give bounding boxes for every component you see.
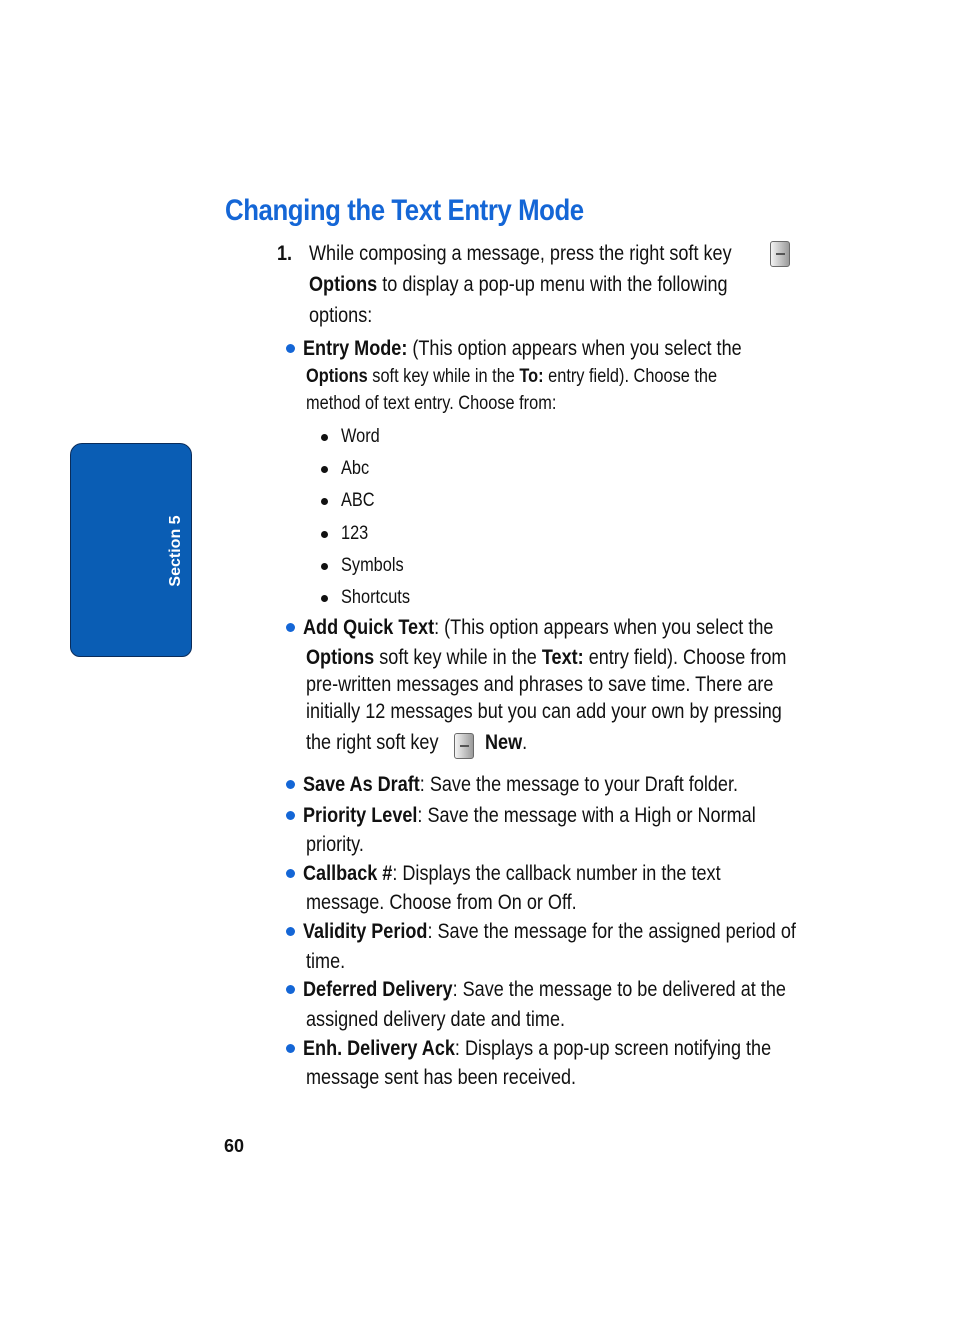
bullet-icon bbox=[286, 1044, 295, 1053]
callback-line-2: message. Choose from On or Off. bbox=[306, 891, 577, 914]
quick-text-new: New. bbox=[485, 731, 528, 754]
bullet-icon bbox=[286, 344, 295, 353]
priority-level-line-1: Priority Level: Save the message with a High or Normal bbox=[303, 804, 756, 827]
sub-bullet-icon bbox=[321, 434, 328, 441]
validity-period-line-1: Validity Period: Save the message for the assigned period of bbox=[303, 920, 796, 943]
section-tab-label: Section 5 bbox=[167, 515, 184, 587]
save-as-draft-line-1: Save As Draft: Save the message to your Draft folder. bbox=[303, 773, 739, 796]
enh-delivery-ack-line-1: Enh. Delivery Ack: Displays a pop-up screen notifying the bbox=[303, 1037, 772, 1060]
bullet-icon bbox=[286, 780, 295, 789]
step-line-3: options: bbox=[309, 304, 373, 327]
bullet-icon bbox=[286, 985, 295, 994]
bullet-icon bbox=[286, 623, 295, 632]
sub-bullet-icon bbox=[321, 466, 328, 473]
sub-bullet-icon bbox=[321, 595, 328, 602]
entry-mode-line-2: Options soft key while in the To: entry field). Choose the bbox=[306, 366, 718, 387]
soft-key-icon bbox=[454, 733, 474, 759]
quick-text-line-5: the right soft key bbox=[306, 731, 439, 754]
soft-key-icon bbox=[770, 241, 790, 267]
entry-choice: Abc bbox=[341, 458, 370, 479]
quick-text-line-3: pre-written messages and phrases to save time. There are bbox=[306, 673, 774, 696]
entry-choice: Shortcuts bbox=[341, 587, 411, 608]
priority-level-line-2: priority. bbox=[306, 833, 364, 856]
entry-choice: Symbols bbox=[341, 555, 404, 576]
step-number: 1. bbox=[277, 242, 293, 265]
entry-mode-line-1: Entry Mode: (This option appears when you select the bbox=[303, 337, 742, 360]
page-number: 60 bbox=[224, 1136, 245, 1156]
page-title: Changing the Text Entry Mode bbox=[225, 194, 584, 227]
bullet-icon bbox=[286, 927, 295, 936]
entry-mode-line-3: method of text entry. Choose from: bbox=[306, 393, 557, 414]
bullet-icon bbox=[286, 811, 295, 820]
entry-choice: ABC bbox=[341, 490, 375, 511]
sub-bullet-icon bbox=[321, 531, 328, 538]
entry-choice: Word bbox=[341, 426, 380, 447]
bullet-icon bbox=[286, 869, 295, 878]
sub-bullet-icon bbox=[321, 563, 328, 570]
sub-bullet-icon bbox=[321, 498, 328, 505]
quick-text-line-4: initially 12 messages but you can add your own by pressing bbox=[306, 700, 782, 723]
deferred-delivery-line-2: assigned delivery date and time. bbox=[306, 1008, 566, 1031]
step-line-2: Options to display a pop-up menu with the following bbox=[309, 273, 728, 296]
deferred-delivery-line-1: Deferred Delivery: Save the message to be delivered at the bbox=[303, 978, 786, 1001]
step-line-1: While composing a message, press the right soft key bbox=[309, 242, 732, 265]
enh-delivery-ack-line-2: message sent has been received. bbox=[306, 1066, 577, 1089]
validity-period-line-2: time. bbox=[306, 950, 346, 973]
callback-line-1: Callback #: Displays the callback number in the text bbox=[303, 862, 721, 885]
quick-text-line-2: Options soft key while in the Text: entry field). Choose from bbox=[306, 646, 787, 669]
quick-text-line-1: Add Quick Text: (This option appears when you select the bbox=[303, 616, 774, 639]
entry-choice: 123 bbox=[341, 523, 369, 544]
